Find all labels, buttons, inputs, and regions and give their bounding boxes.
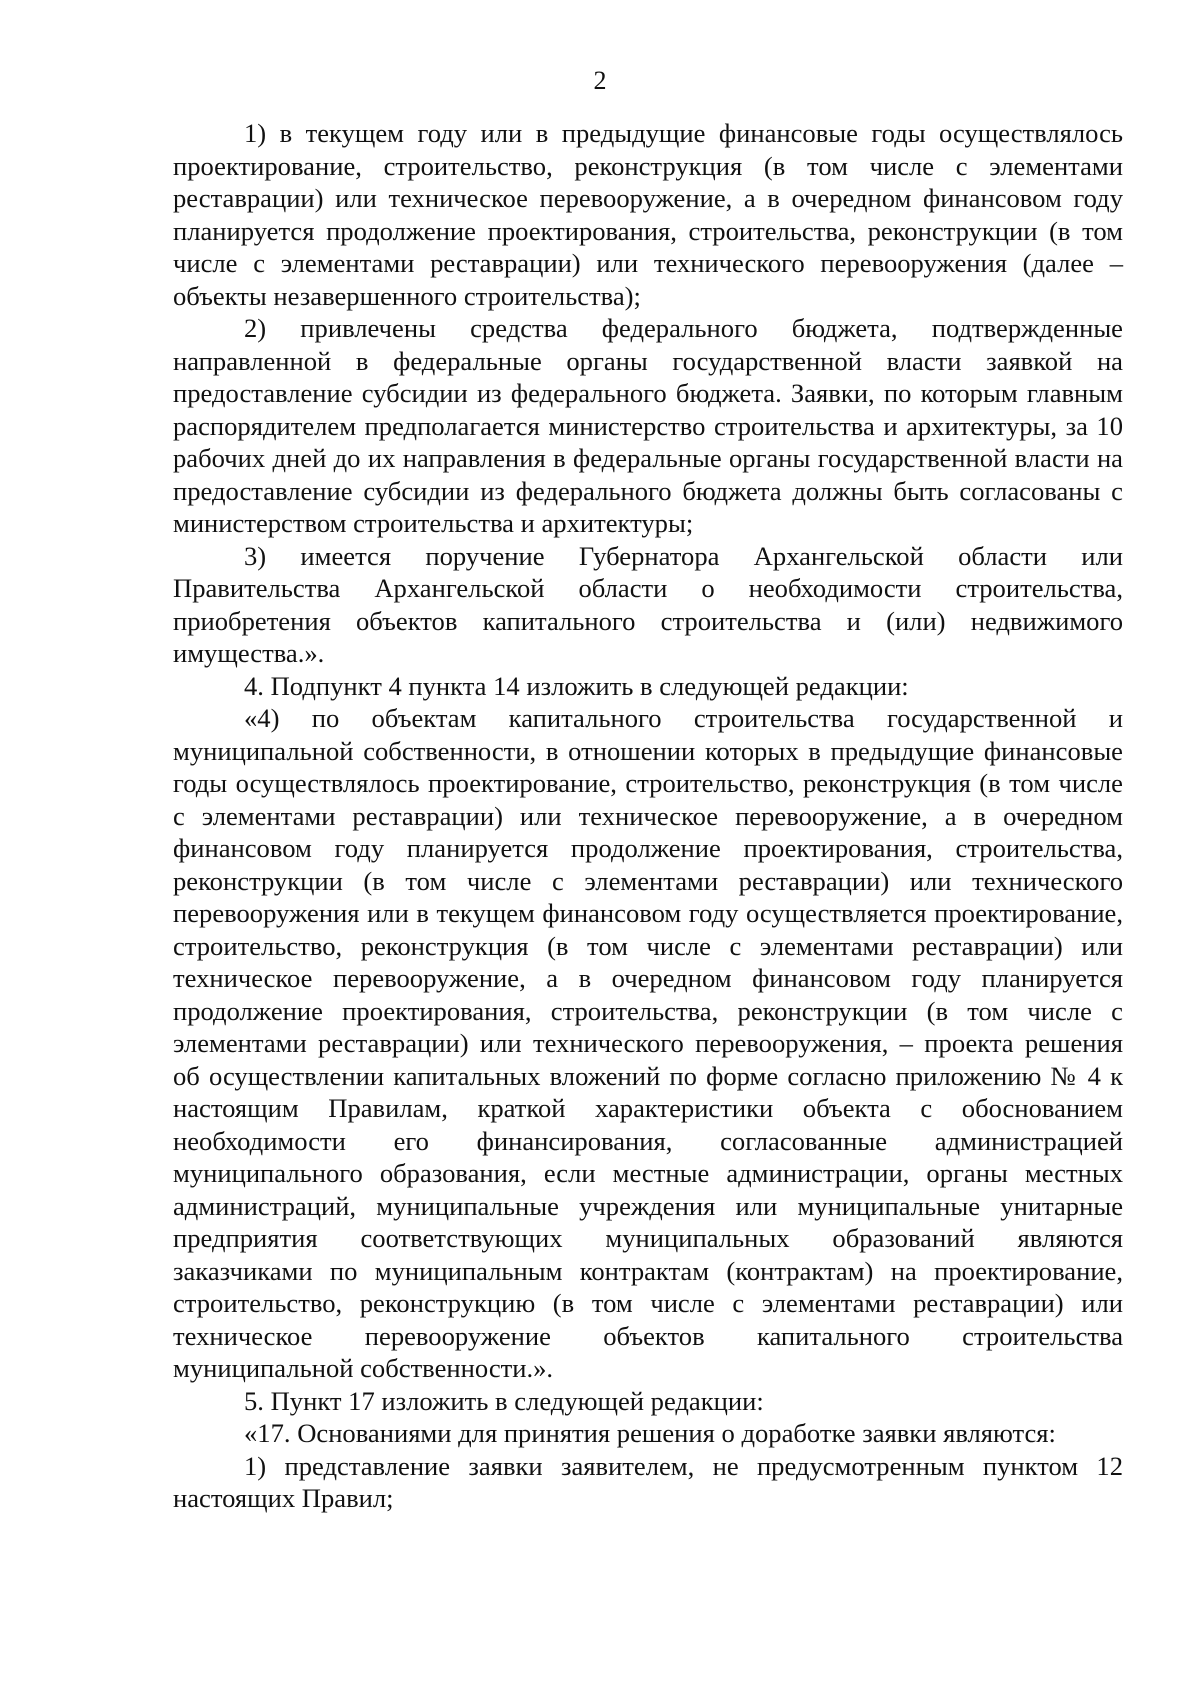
paragraph-subitem-2: 2) привлечены средства федерального бюджета, подтвержденные направленной в федеральные органы государственной власти заявкой на предоставление субсидии из федерального бюджета. Заявки, по которым главным распорядителем предполагается министерство строительства и архитектуры, за 10 рабочих дней до их направления в федеральные органы государственной власти на предоставление субсидии из федерального бюджета должны быть согласованы с министерством строительства и архитектуры; <box>173 313 1123 538</box>
page-number: 2 <box>593 66 607 95</box>
paragraph-item-17-subitem-1: 1) представление заявки заявителем, не предусмотренным пунктом 12 настоящих Правил; <box>173 1450 1123 1513</box>
paragraph-subitem-4-text: «4) по объектам капитального строительства государственной и муниципальной собственности, в отношении которых в предыдущие финансовые годы осуществлялось проектирование, строительство, реконструкция (в том числе с элементами реставрации) или техническое перевооружение, а в очередном финансовом году планируется продолжение проектирования, строительства, реконструкции (в том числе с элементами реставрации) или технического перевооружения или в текущем финансовом году осуществляется проектирование, строительство, реконструкция (в том числе с элементами реставрации) или техническое перевооружение, а в очередном финансовом году планируется продолжение проектирования, строительства, реконструкции (в том числе с элементами реставрации) или технического перевооружения, – проекта решения об осуществлении капитальных вложений по форме согласно приложению № 4 к настоящим Правилам, краткой характеристики объекта с обоснованием необходимости его финансирования, согласованные администрацией муниципального образования, если местные администрации, органы местных администраций, муниципальные учреждения или муниципальные унитарные предприятия соответствующих муниципальных образований являются заказчиками по муниципальным контрактам (контрактам) на проектирование, строительство, реконструкцию (в том числе с элементами реставрации) или техническое перевооружение объектов капитального строительства муниципальной собственности.». <box>173 703 1123 1383</box>
paragraph-item-17: «17. Основаниями для принятия решения о доработке заявки являются: <box>244 1418 1056 1448</box>
document-body <box>173 117 1123 1515</box>
paragraph-subitem-3: 3) имеется поручение Губернатора Архангельской области или Правительства Архангельской области о необходимости строительства, приобретения объектов капитального строительства и (или) недвижимого имущества.». <box>173 540 1123 668</box>
paragraph-item-4: 4. Подпункт 4 пункта 14 изложить в следующей редакции: <box>244 670 909 701</box>
paragraph-item-5: 5. Пункт 17 изложить в следующей редакции: <box>244 1385 764 1416</box>
paragraph-subitem-1: 1) в текущем году или в предыдущие финансовые годы осуществлялось проектирование, строительство, реконструкция (в том числе с элементами реставрации) или техническое перевооружение, а в очередном финансовом году планируется продолжение проектирования, строительства, реконструкции (в том числе с элементами реставрации) или технического перевооружения (далее – объекты незавершенного строительства); <box>173 118 1123 311</box>
